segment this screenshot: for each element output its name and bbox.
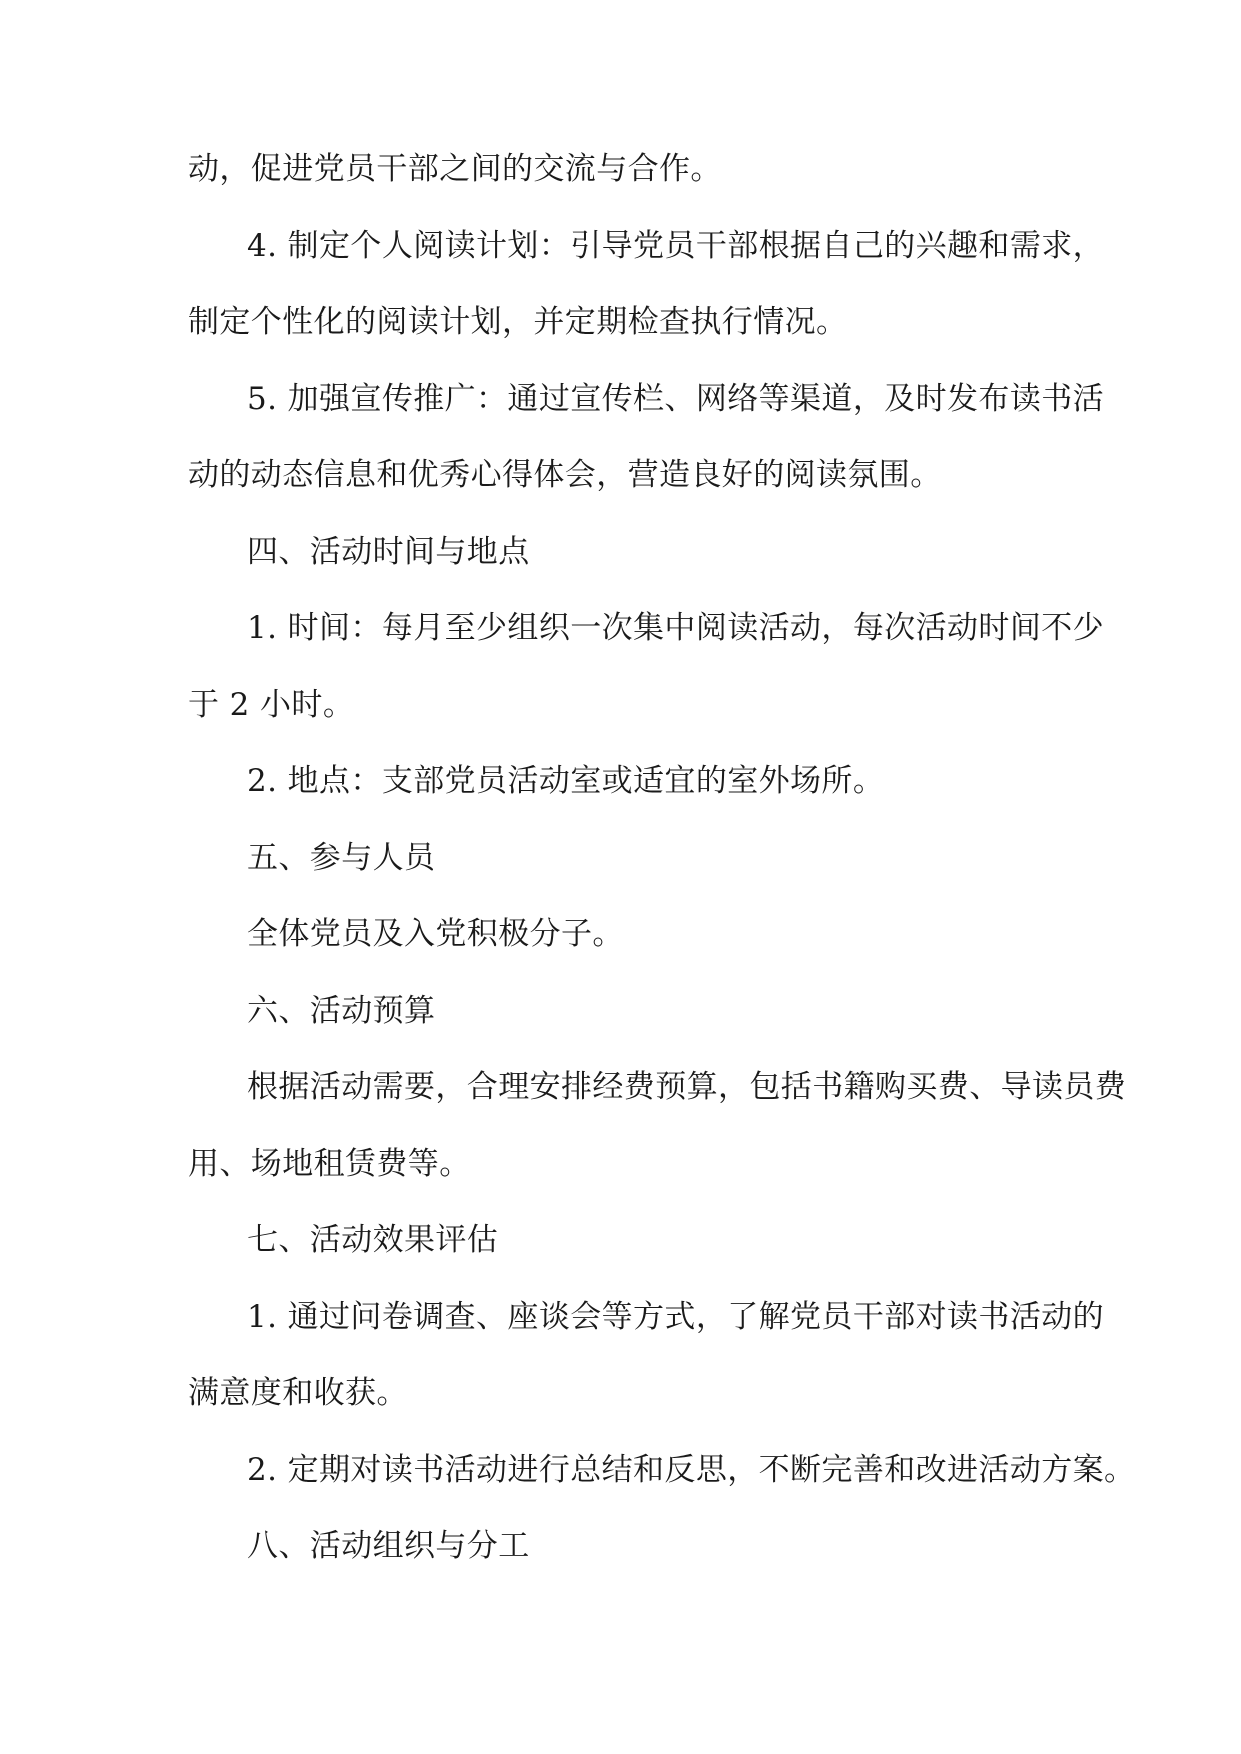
paragraph-line: 全体党员及入党积极分子。 <box>247 916 624 952</box>
paragraph-line: 动，促进党员干部之间的交流与合作。 <box>188 151 722 187</box>
list-item-line: 1. 通过问卷调查、座谈会等方式，了解党员干部对读书活动的 <box>247 1299 1105 1335</box>
list-item-line: 2. 定期对读书活动进行总结和反思，不断完善和改进活动方案。 <box>247 1452 1136 1488</box>
section-heading: 五、参与人员 <box>247 840 436 876</box>
section-heading: 八、活动组织与分工 <box>247 1528 530 1564</box>
paragraph-line: 制定个性化的阅读计划，并定期检查执行情况。 <box>188 304 848 340</box>
paragraph-line: 满意度和收获。 <box>188 1375 408 1411</box>
paragraph-line: 根据活动需要，合理安排经费预算，包括书籍购买费、导读员费 <box>247 1069 1127 1105</box>
section-heading: 四、活动时间与地点 <box>247 534 530 570</box>
paragraph-line: 于 2 小时。 <box>188 687 355 723</box>
list-item-line: 2. 地点：支部党员活动室或适宜的室外场所。 <box>247 763 885 799</box>
paragraph-line: 动的动态信息和优秀心得体会，营造良好的阅读氛围。 <box>188 457 942 493</box>
section-heading: 七、活动效果评估 <box>247 1222 499 1258</box>
list-item-line: 1. 时间：每月至少组织一次集中阅读活动，每次活动时间不少 <box>247 610 1105 646</box>
paragraph-line: 用、场地租赁费等。 <box>188 1146 471 1182</box>
list-item-line: 5. 加强宣传推广：通过宣传栏、网络等渠道，及时发布读书活 <box>247 381 1105 417</box>
list-item-line: 4. 制定个人阅读计划：引导党员干部根据自己的兴趣和需求， <box>247 228 1105 264</box>
section-heading: 六、活动预算 <box>247 993 436 1029</box>
